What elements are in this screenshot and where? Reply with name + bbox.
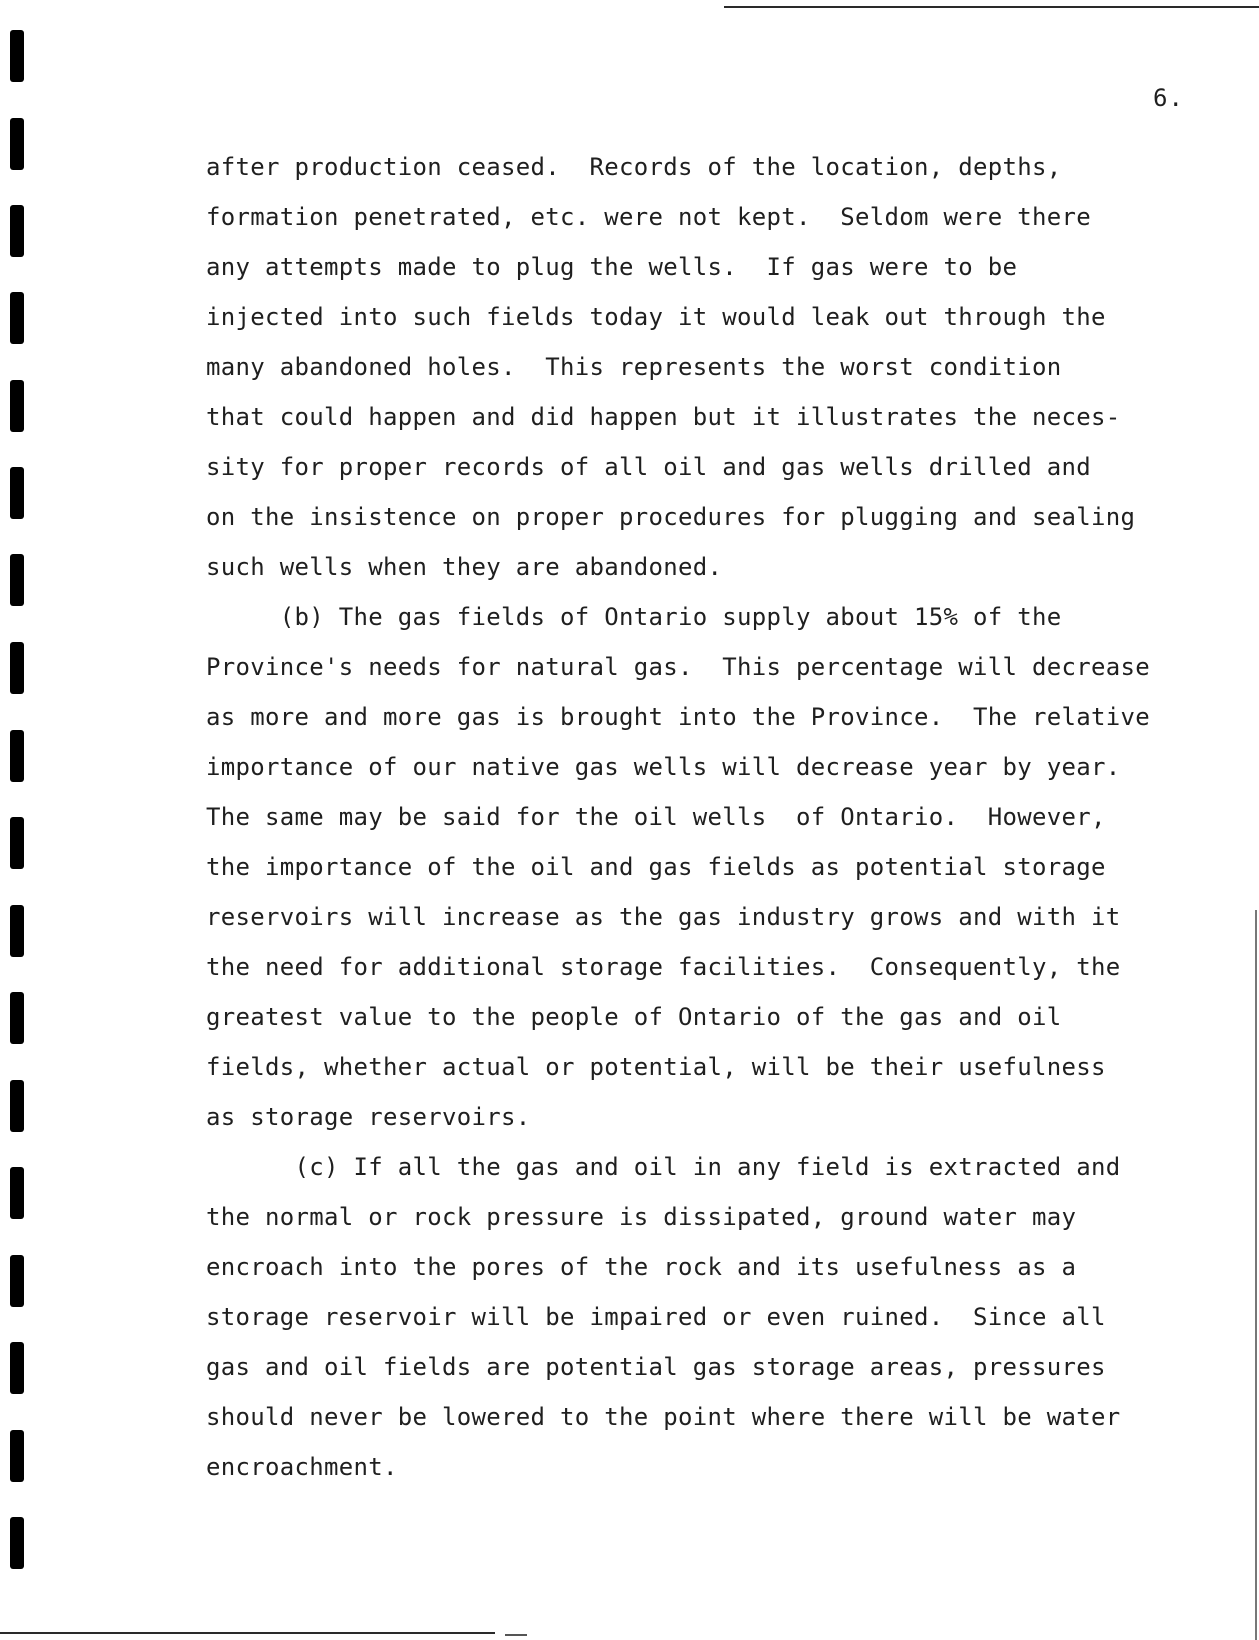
- text-line: on the insistence on proper procedures for plugging and sealing: [206, 503, 1136, 531]
- text-line: the normal or rock pressure is dissipated, ground water may: [206, 1203, 1077, 1231]
- punch-hole-mark: [10, 1517, 24, 1569]
- punch-hole-mark: [10, 292, 24, 344]
- text-line: that could happen and did happen but it illustrates the neces-: [206, 403, 1121, 431]
- text-line: (b) The gas fields of Ontario supply about 15% of the: [206, 603, 1062, 631]
- body-text: [206, 142, 1226, 1492]
- text-line: after production ceased. Records of the location, depths,: [206, 153, 1062, 181]
- punch-hole-mark: [10, 730, 24, 782]
- text-line: encroachment.: [206, 1453, 398, 1481]
- text-line: many abandoned holes. This represents the worst condition: [206, 353, 1062, 381]
- punch-hole-mark: [10, 1342, 24, 1394]
- punch-hole-mark: [10, 118, 24, 170]
- text-line: as more and more gas is brought into the Province. The relative: [206, 703, 1150, 731]
- top-border-rule: [724, 6, 1259, 8]
- page-number: 6.: [1153, 84, 1184, 112]
- punch-hole-mark: [10, 905, 24, 957]
- punch-hole-mark: [10, 467, 24, 519]
- text-line: such wells when they are abandoned.: [206, 553, 723, 581]
- punch-hole-mark: [10, 1167, 24, 1219]
- text-line: should never be lowered to the point where there will be water: [206, 1403, 1121, 1431]
- punch-hole-mark: [10, 642, 24, 694]
- punch-hole-mark: [10, 1080, 24, 1132]
- punch-hole-mark: [10, 30, 24, 82]
- text-line: gas and oil fields are potential gas storage areas, pressures: [206, 1353, 1106, 1381]
- text-line: injected into such fields today it would leak out through the: [206, 303, 1106, 331]
- text-line: greatest value to the people of Ontario of the gas and oil: [206, 1003, 1062, 1031]
- punch-hole-mark: [10, 380, 24, 432]
- text-line: any attempts made to plug the wells. If gas were to be: [206, 253, 1018, 281]
- punch-hole-mark: [10, 1255, 24, 1307]
- text-line: storage reservoir will be impaired or even ruined. Since all: [206, 1303, 1106, 1331]
- punch-hole-mark: [10, 817, 24, 869]
- bottom-border-rule-fragment: [505, 1634, 527, 1636]
- bottom-border-rule: [0, 1632, 495, 1634]
- text-line: fields, whether actual or potential, will be their usefulness: [206, 1053, 1106, 1081]
- text-line: sity for proper records of all oil and gas wells drilled and: [206, 453, 1091, 481]
- punch-hole-mark: [10, 1430, 24, 1482]
- text-line: reservoirs will increase as the gas industry grows and with it: [206, 903, 1121, 931]
- text-line: importance of our native gas wells will decrease year by year.: [206, 753, 1121, 781]
- punch-hole-mark: [10, 992, 24, 1044]
- text-line: Province's needs for natural gas. This percentage will decrease: [206, 653, 1150, 681]
- text-line: as storage reservoirs.: [206, 1103, 531, 1131]
- text-line: (c) If all the gas and oil in any field is extracted and: [206, 1153, 1121, 1181]
- right-margin-line: [1255, 910, 1257, 1640]
- text-line: the need for additional storage facilities. Consequently, the: [206, 953, 1121, 981]
- text-line: encroach into the pores of the rock and its usefulness as a: [206, 1253, 1077, 1281]
- binding-punch-strip: [10, 30, 30, 1630]
- punch-hole-mark: [10, 554, 24, 606]
- punch-hole-mark: [10, 205, 24, 257]
- text-line: the importance of the oil and gas fields as potential storage: [206, 853, 1106, 881]
- text-line: The same may be said for the oil wells of Ontario. However,: [206, 803, 1106, 831]
- text-line: formation penetrated, etc. were not kept. Seldom were there: [206, 203, 1091, 231]
